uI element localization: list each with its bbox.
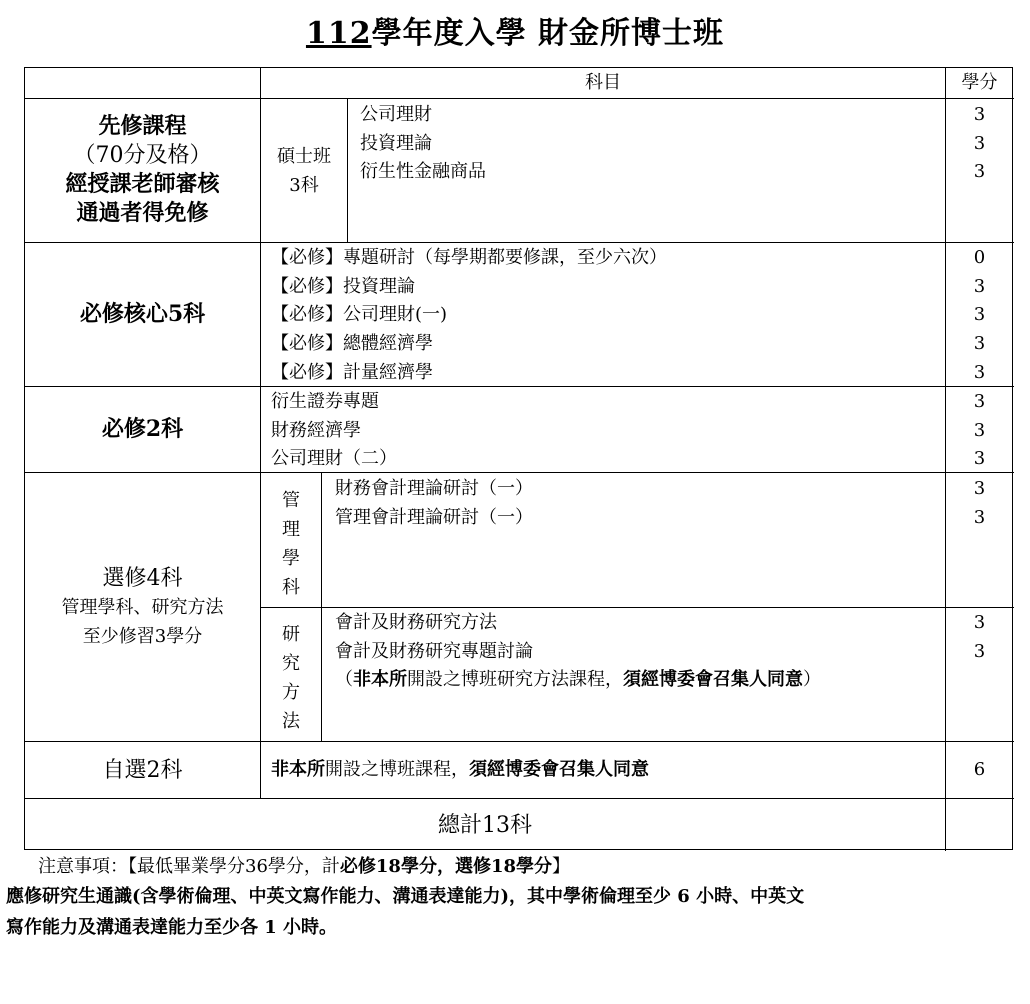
header-credits: 學分 [961, 72, 998, 93]
course-item: 財務會計理論研討（一） [335, 478, 533, 499]
note-line-3: 寫作能力及溝通表達能力至少各 1 小時。 [6, 917, 338, 938]
page-title [0, 8, 1030, 52]
course-item: 財務經濟學 [271, 419, 361, 441]
required-tag: 【必修】 [271, 361, 343, 383]
row-divider [25, 741, 1014, 742]
course-item: 【必修】計量經濟學 [271, 361, 433, 383]
note-line-1: 注意事項：【最低畢業學分36學分，計必修18學分，選修18學分】 [38, 856, 571, 877]
course-item: 衍生性金融商品 [360, 161, 486, 183]
col-divider [347, 98, 348, 242]
required-tag: 【必修】 [271, 247, 343, 268]
title-text: 學年度入學 財金所博士班 [371, 16, 725, 51]
prereq-course-list [360, 101, 486, 187]
row-divider [25, 798, 1014, 799]
course-item: 【必修】公司理財(一) [271, 304, 448, 326]
elective4-sub: 管理學科、研究方法 至少修習3學分 [61, 597, 224, 647]
required2-label: 必修2科 [101, 416, 184, 442]
free2-credits: 6 [973, 759, 986, 780]
method-course-list [335, 609, 821, 695]
course-item: 衍生證券專題 [271, 391, 379, 412]
mgmt-course-list [335, 475, 533, 532]
curriculum-table [24, 67, 1013, 850]
free2-label: 自選2科 [102, 758, 183, 783]
method-credits: 3 3 [973, 612, 986, 662]
required2-course-list [271, 388, 397, 474]
course-item: 【必修】投資理論 [271, 275, 415, 297]
core-course-list [271, 244, 667, 387]
note-line-2: 應修研究生通識(含學術倫理、中英文寫作能力、溝通表達能力)，其中學術倫理至少 6 小時、中英文 [6, 886, 805, 907]
prereq-label: 先修課程 （70分及格） 經授課老師審核 通過者得免修 [65, 113, 220, 226]
title-year: 112 [305, 16, 372, 51]
row-divider [260, 607, 1014, 608]
mgmt-credits: 3 3 [973, 478, 986, 528]
course-item: 會計及財務研究方法 [335, 612, 497, 633]
method-group-label: 研 究 方 法 [282, 624, 300, 732]
core-label: 必修核心5科 [79, 301, 206, 327]
prereq-group: 碩士班 3科 [277, 146, 331, 196]
method-note: （非本所開設之博班研究方法課程，須經博委會召集人同意） [335, 669, 821, 691]
mgmt-group-label: 管 理 學 科 [282, 490, 300, 598]
course-item: 【必修】專題研討（每學期都要修課，至少六次） [271, 247, 667, 268]
prereq-credits: 3 3 3 [973, 104, 986, 183]
header-subject: 科目 [585, 72, 621, 93]
free2-desc: 非本所開設之博班課程，須經博委會召集人同意 [271, 759, 649, 780]
core-credits: 0 3 3 3 3 [973, 247, 986, 383]
row-divider [25, 472, 1014, 473]
course-item: 投資理論 [360, 132, 432, 154]
required-tag: 【必修】 [271, 333, 343, 355]
header-divider [25, 98, 1014, 99]
required-tag: 【必修】 [271, 304, 343, 326]
total-label: 總計13科 [438, 813, 532, 838]
required2-credits: 3 3 3 [973, 391, 986, 470]
required-tag: 【必修】 [271, 275, 343, 297]
course-item: 會計及財務研究專題討論 [335, 640, 533, 662]
elective4-label: 選修4科 [102, 566, 183, 591]
course-item: 公司理財 [360, 104, 432, 125]
course-item: 公司理財（二） [271, 448, 397, 470]
row-divider [25, 242, 1014, 243]
course-item: 管理會計理論研討（一） [335, 506, 533, 528]
col-divider [321, 472, 322, 741]
course-item: 【必修】總體經濟學 [271, 333, 433, 355]
